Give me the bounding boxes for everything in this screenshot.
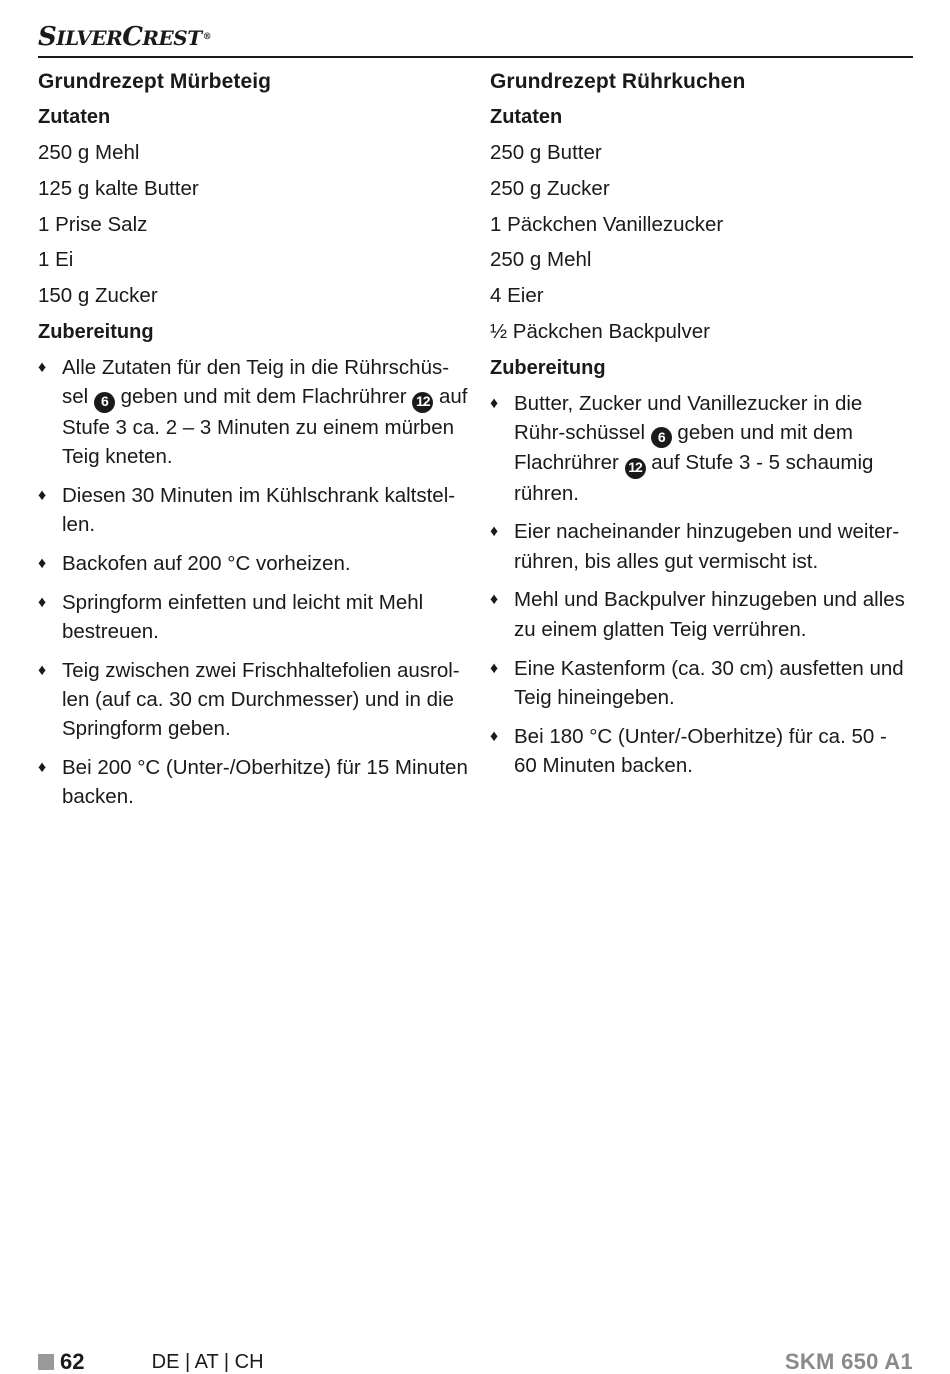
- recipe-title: Grundrezept Mürbeteig: [38, 70, 272, 93]
- ingredient: 125 g kalte Butter: [38, 176, 199, 200]
- ingredient: 250 g Mehl: [490, 248, 592, 272]
- preparation-steps: [490, 389, 915, 780]
- part-number-badge: 12: [412, 392, 433, 413]
- step: ♦ Bei 200 °C (Unter-/Oberhitze) für 15 Minuten backen.: [38, 753, 468, 812]
- diamond-bullet-icon: ♦: [38, 554, 47, 572]
- diamond-bullet-icon: ♦: [38, 661, 47, 679]
- step: ♦ Bei 180 °C (Unter/-Oberhitze) für ca. 50 - 60 Minuten backen.: [490, 722, 915, 781]
- page-footer: [38, 1346, 913, 1374]
- preparation-steps: [38, 353, 468, 812]
- ingredient: 1 Prise Salz: [38, 212, 148, 236]
- step: ♦ Teig zwischen zwei Frischhaltefolien ausrol-len (auf ca. 30 cm Durchmesser) und in die Springform geben.: [38, 656, 468, 744]
- preparation-heading: Zubereitung: [490, 356, 606, 379]
- step: ♦ Backofen auf 200 °C vorheizen.: [38, 549, 468, 578]
- ingredient: 4 Eier: [490, 284, 544, 308]
- diamond-bullet-icon: ♦: [490, 727, 499, 745]
- diamond-bullet-icon: ♦: [38, 759, 47, 777]
- ingredient: 1 Ei: [38, 248, 74, 272]
- diamond-bullet-icon: ♦: [490, 394, 499, 412]
- diamond-bullet-icon: ♦: [38, 486, 47, 504]
- ingredient: 1 Päckchen Vanillezucker: [490, 212, 724, 236]
- diamond-bullet-icon: ♦: [38, 593, 47, 611]
- step: ♦ Butter, Zucker und Vanillezucker in die Rühr-schüssel 6 geben und mit dem Flachrührer 12 auf Stufe 3 - 5 schaumig rühren.: [490, 389, 915, 508]
- recipe-shortcrust: [38, 66, 468, 821]
- ingredients-heading: Zutaten: [490, 106, 563, 128]
- ingredient: 150 g Zucker: [38, 284, 158, 308]
- square-marker-icon: [38, 1354, 54, 1370]
- language-codes: DE | AT | CH: [151, 1351, 264, 1373]
- part-number-badge: 6: [94, 392, 115, 413]
- preparation-heading: Zubereitung: [38, 321, 154, 344]
- ingredients-heading: Zutaten: [38, 106, 111, 128]
- page-number: 62: [60, 1349, 85, 1374]
- diamond-bullet-icon: ♦: [490, 523, 499, 541]
- step: ♦ Alle Zutaten für den Teig in die Rührschüs-sel 6 geben und mit dem Flachrührer 12 auf Stufe 3 ca. 2 – 3 Minuten zu einem mürben Teig kneten.: [38, 353, 468, 471]
- model-number: SKM 650 A1: [784, 1349, 913, 1374]
- ingredient: 250 g Mehl: [38, 141, 140, 164]
- part-number-badge: 6: [651, 427, 672, 448]
- diamond-bullet-icon: ♦: [490, 591, 499, 609]
- recipe-title: Grundrezept Rührkuchen: [490, 70, 746, 93]
- diamond-bullet-icon: ♦: [38, 359, 47, 377]
- brand-logo: SILVERCREST®: [38, 22, 212, 52]
- ingredient: ½ Päckchen Backpulver: [490, 319, 710, 343]
- page-header: [38, 18, 913, 58]
- recipe-pound-cake: [490, 66, 915, 790]
- step: ♦ Eine Kastenform (ca. 30 cm) ausfetten und Teig hineingeben.: [490, 654, 915, 713]
- part-number-badge: 12: [625, 458, 646, 479]
- ingredient: 250 g Zucker: [490, 176, 610, 200]
- ingredient: 250 g Butter: [490, 141, 602, 164]
- diamond-bullet-icon: ♦: [490, 659, 499, 677]
- ingredients-list: [38, 138, 468, 311]
- step: ♦ Mehl und Backpulver hinzugeben und alles zu einem glatten Teig verrühren.: [490, 585, 915, 644]
- step: ♦ Eier nacheinander hinzugeben und weiter-rühren, bis alles gut vermischt ist.: [490, 517, 915, 576]
- step: ♦ Diesen 30 Minuten im Kühlschrank kaltstel-len.: [38, 481, 468, 540]
- step: ♦ Springform einfetten und leicht mit Mehl bestreuen.: [38, 588, 468, 647]
- ingredients-list: [490, 138, 915, 347]
